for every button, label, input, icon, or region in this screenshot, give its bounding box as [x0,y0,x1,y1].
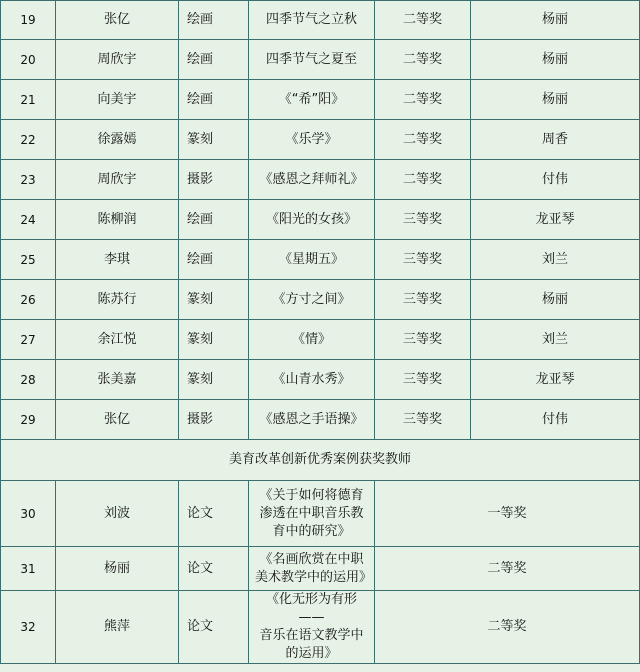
work-title: 《感恩之手语操》 [249,400,375,440]
prize-level: 二等奖 [375,120,471,160]
prize-level: 三等奖 [375,200,471,240]
category: 绘画 [179,1,249,40]
advisor-teacher: 杨丽 [471,40,640,80]
table-row [1,280,640,320]
table-row [1,1,640,40]
advisor-teacher: 杨丽 [471,80,640,120]
paper-title-line: 育中的研究》 [272,523,351,539]
work-title: 《山青水秀》 [249,360,375,400]
advisor-teacher: 龙亚琴 [471,360,640,400]
student-name: 李琪 [56,240,179,280]
category: 篆刻 [179,280,249,320]
category: 篆刻 [179,120,249,160]
work-title: 《方寸之间》 [249,280,375,320]
table-row [1,320,640,360]
category: 绘画 [179,240,249,280]
row-number: 27 [1,320,56,360]
student-name: 周欣宇 [56,160,179,200]
teacher-name: 杨丽 [56,547,179,591]
table-row [1,120,640,160]
table-row [1,200,640,240]
row-number: 26 [1,280,56,320]
teacher-name: 刘波 [56,481,179,547]
row-number: 23 [1,160,56,200]
advisor-teacher: 付伟 [471,160,640,200]
advisor-teacher: 周香 [471,120,640,160]
work-title: 四季节气之立秋 [249,1,375,40]
work-title: 《星期五》 [249,240,375,280]
category: 篆刻 [179,360,249,400]
table-row [1,591,640,664]
table-row [1,40,640,80]
row-number: 31 [1,547,56,591]
prize-level: 二等奖 [375,547,640,591]
paper-title [249,591,375,664]
paper-title [249,547,375,591]
paper-title-line: 美术教学中的运用》 [255,569,373,585]
advisor-teacher: 刘兰 [471,320,640,360]
prize-level: 三等奖 [375,360,471,400]
category: 论文 [179,547,249,591]
prize-level: 二等奖 [375,1,471,40]
student-name: 张美嘉 [56,360,179,400]
table-row [1,400,640,440]
advisor-teacher: 杨丽 [471,280,640,320]
prize-level: 三等奖 [375,280,471,320]
paper-title-line: 渗透在中职音乐教 [259,505,364,521]
row-number: 28 [1,360,56,400]
category: 绘画 [179,40,249,80]
prize-level: 二等奖 [375,80,471,120]
category: 摄影 [179,400,249,440]
student-name: 陈柳润 [56,200,179,240]
paper-title-line: 《关于如何将德育 [259,487,364,503]
advisor-teacher: 龙亚琴 [471,200,640,240]
section-heading-row [1,440,640,481]
prize-level: 三等奖 [375,320,471,360]
row-number: 30 [1,481,56,547]
row-number: 20 [1,40,56,80]
category: 论文 [179,591,249,664]
student-name: 周欣宇 [56,40,179,80]
student-name: 徐露嫣 [56,120,179,160]
prize-level: 三等奖 [375,400,471,440]
table-row [1,240,640,280]
category: 摄影 [179,160,249,200]
row-number: 29 [1,400,56,440]
student-name: 余江悦 [56,320,179,360]
prize-level: 二等奖 [375,160,471,200]
category: 绘画 [179,80,249,120]
paper-title-line: 音乐在语文教学中 [259,628,364,643]
advisor-teacher: 付伟 [471,400,640,440]
category: 绘画 [179,200,249,240]
student-name: 张亿 [56,1,179,40]
row-number: 21 [1,80,56,120]
advisor-teacher: 刘兰 [471,240,640,280]
work-title: 《“希”阳》 [249,80,375,120]
advisor-teacher: 杨丽 [471,1,640,40]
row-number: 32 [1,591,56,664]
teacher-name: 熊萍 [56,591,179,664]
table-row [1,80,640,120]
table-row [1,360,640,400]
prize-level: 二等奖 [375,40,471,80]
work-title: 《乐学》 [249,120,375,160]
category: 篆刻 [179,320,249,360]
paper-title-line: 《化无形为有形—— [265,592,357,625]
table-row [1,547,640,591]
section-heading: 美育改革创新优秀案例获奖教师 [1,440,640,481]
row-number: 24 [1,200,56,240]
row-number: 25 [1,240,56,280]
prize-level: 二等奖 [375,591,640,664]
category: 论文 [179,481,249,547]
row-number: 19 [1,1,56,40]
paper-title [249,481,375,547]
work-title: 《情》 [249,320,375,360]
prize-level: 三等奖 [375,240,471,280]
row-number: 22 [1,120,56,160]
prize-level: 一等奖 [375,481,640,547]
table-row [1,481,640,547]
paper-title-line: 的运用》 [285,646,338,661]
paper-title-line: 《名画欣赏在中职 [259,551,364,567]
student-name: 向美宇 [56,80,179,120]
work-title: 《阳光的女孩》 [249,200,375,240]
student-name: 陈苏行 [56,280,179,320]
table-row [1,160,640,200]
student-name: 张亿 [56,400,179,440]
student-award-rows [1,1,640,664]
work-title: 《感恩之拜师礼》 [249,160,375,200]
work-title: 四季节气之夏至 [249,40,375,80]
